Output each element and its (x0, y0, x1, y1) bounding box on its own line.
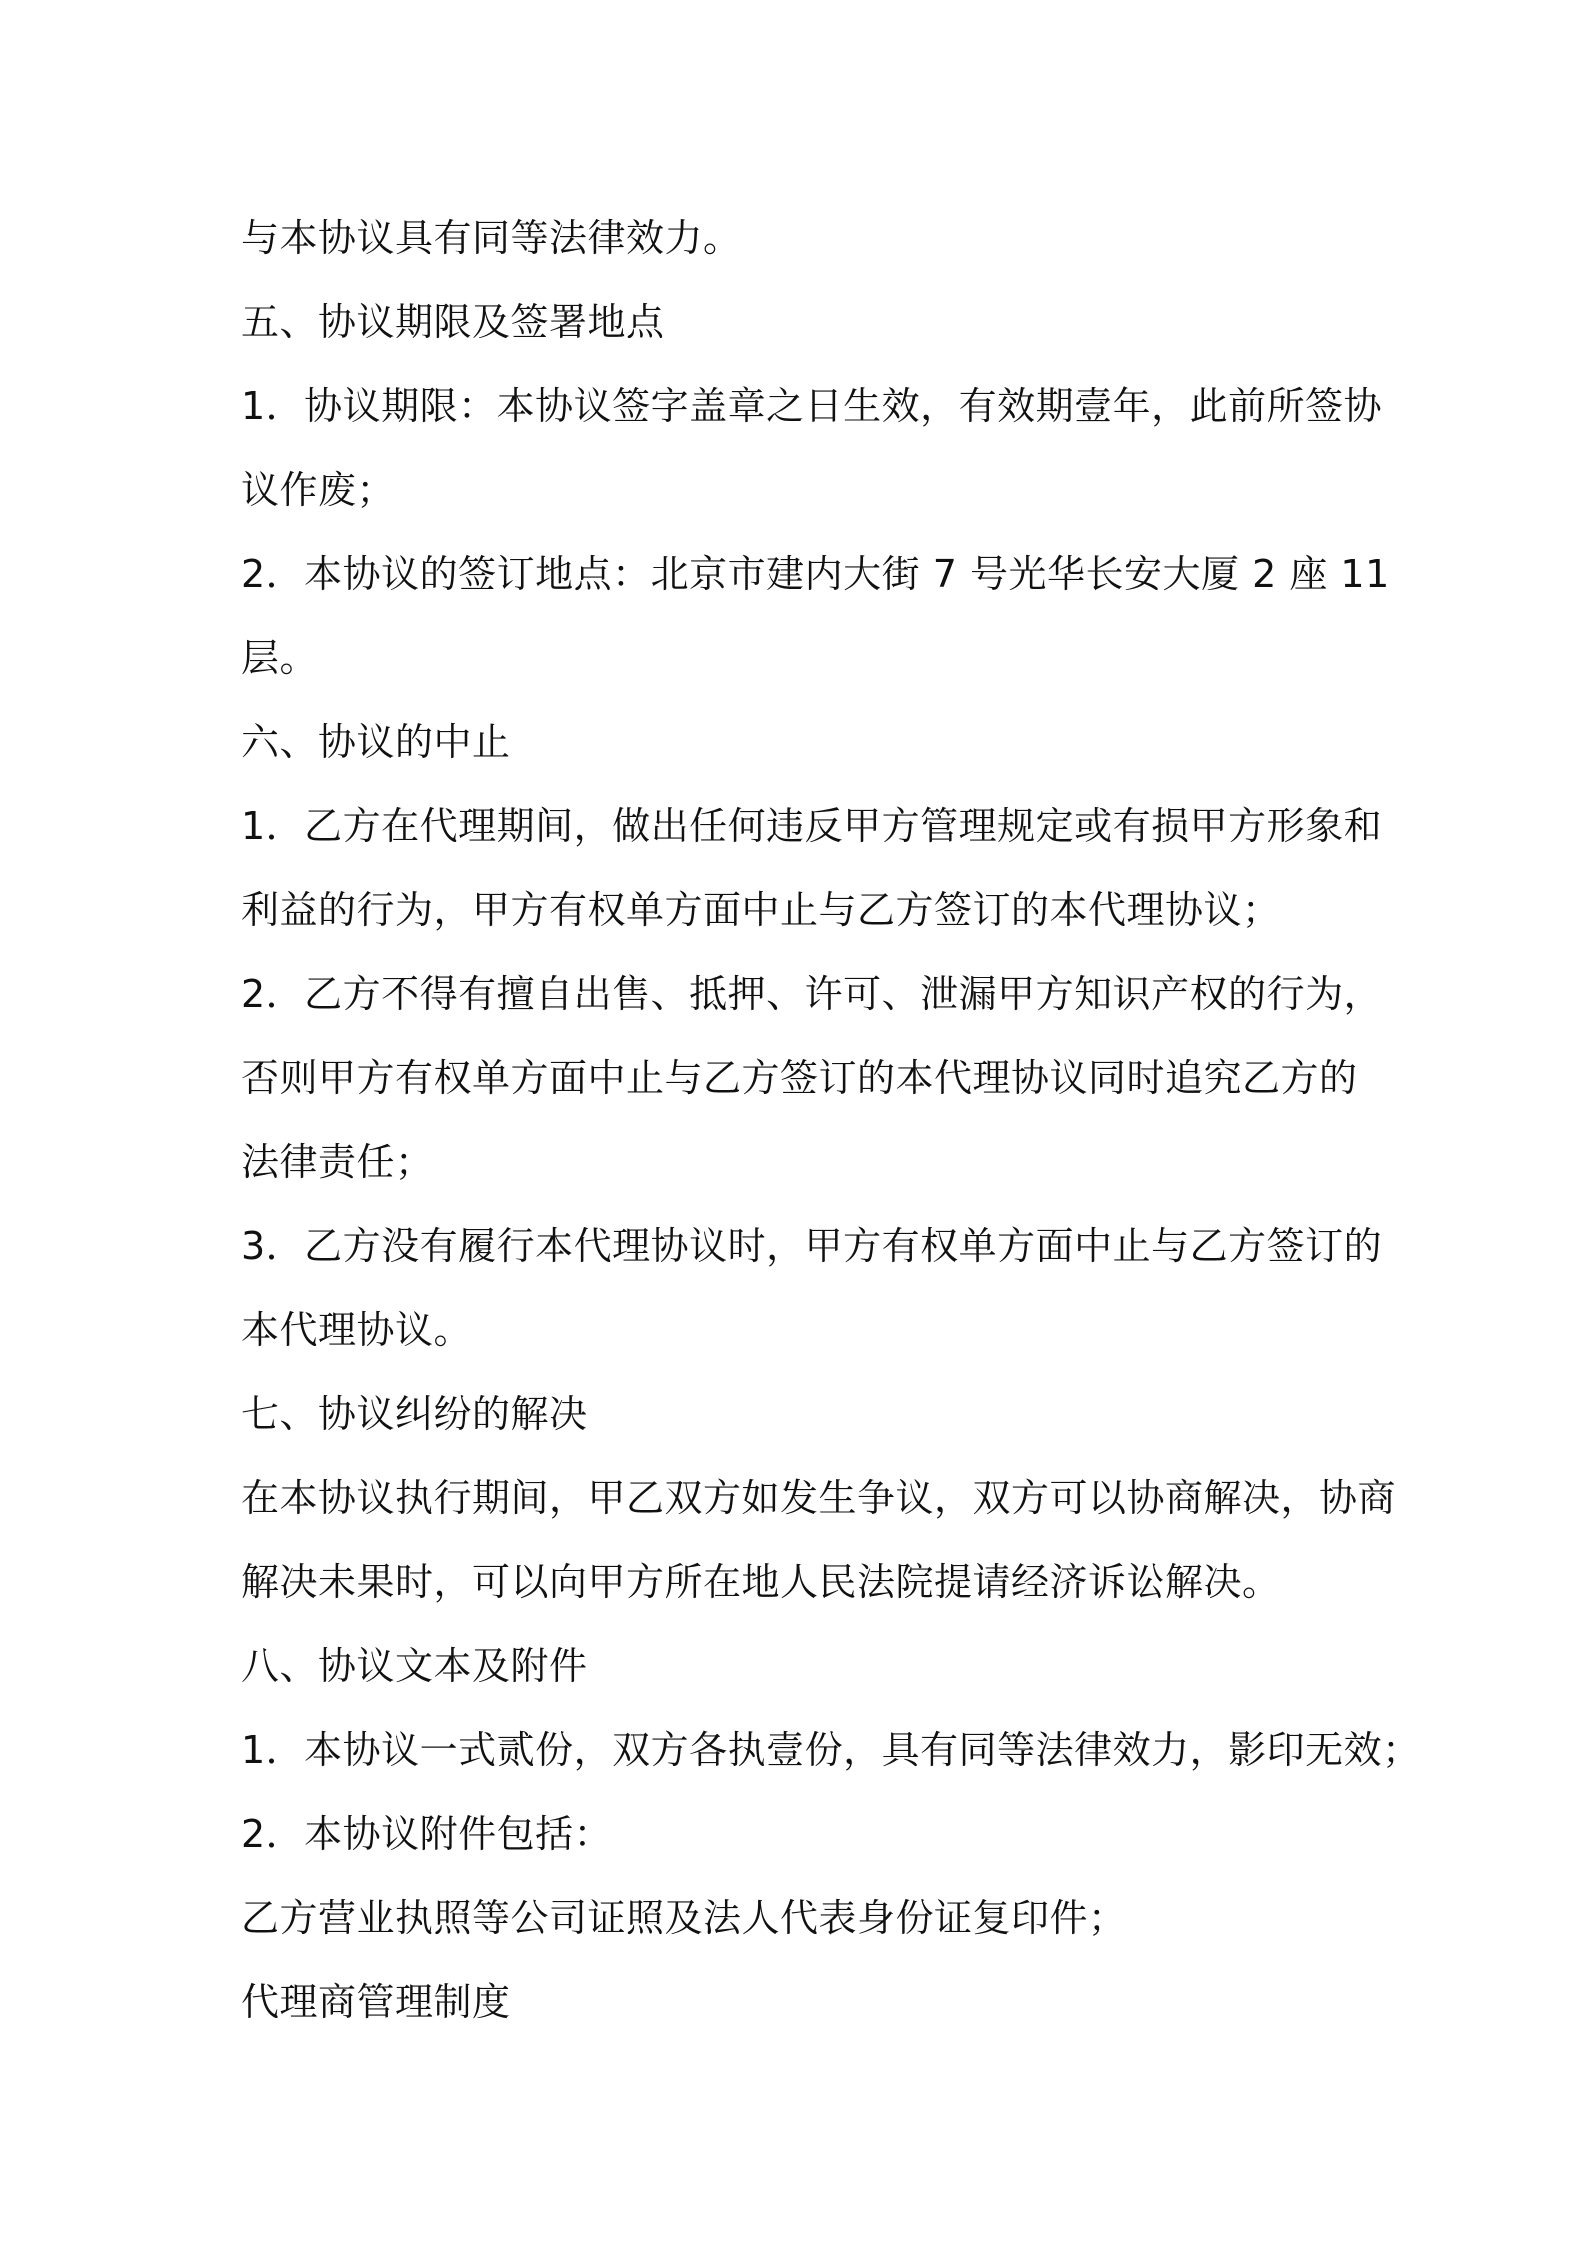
text-line: 在本协议执行期间，甲乙双方如发生争议，双方可以协商解决，协商 (241, 1476, 1397, 1520)
section-heading: 七、协议纠纷的解决 (241, 1392, 588, 1436)
text-line: 2．本协议附件包括： (241, 1812, 613, 1856)
section-heading: 五、协议期限及签署地点 (241, 300, 665, 344)
text-line: 代理商管理制度 (241, 1980, 511, 2024)
text-line: 2．本协议的签订地点：北京市建内大街 7 号光华长安大厦 2 座 11 (241, 552, 1390, 596)
text-line: 乙方营业执照等公司证照及法人代表身份证复印件； (241, 1896, 1127, 1940)
text-line: 1．本协议一式贰份，双方各执壹份，具有同等法律效力，影印无效； (241, 1728, 1421, 1772)
text-line: 利益的行为，甲方有权单方面中止与乙方签订的本代理协议； (241, 888, 1281, 932)
text-line: 1．乙方在代理期间，做出任何违反甲方管理规定或有损甲方形象和 (241, 804, 1383, 848)
text-line: 法律责任； (241, 1140, 434, 1184)
text-line: 议作废； (241, 468, 396, 512)
section-heading: 六、协议的中止 (241, 720, 511, 764)
section-heading: 八、协议文本及附件 (241, 1644, 588, 1688)
text-line: 2．乙方不得有擅自出售、抵押、许可、泄漏甲方知识产权的行为， (241, 972, 1383, 1016)
text-line: 本代理协议。 (241, 1308, 473, 1352)
text-line: 1．协议期限：本协议签字盖章之日生效，有效期壹年，此前所签协 (241, 384, 1383, 428)
document-body (241, 196, 1421, 2044)
text-line: 层。 (241, 636, 319, 680)
text-line: 3．乙方没有履行本代理协议时，甲方有权单方面中止与乙方签订的 (241, 1224, 1383, 1268)
text-line: 与本协议具有同等法律效力。 (241, 216, 742, 260)
text-line: 解决未果时，可以向甲方所在地人民法院提请经济诉讼解决。 (241, 1560, 1281, 1604)
text-line: 否则甲方有权单方面中止与乙方签订的本代理协议同时追究乙方的 (241, 1056, 1358, 1100)
